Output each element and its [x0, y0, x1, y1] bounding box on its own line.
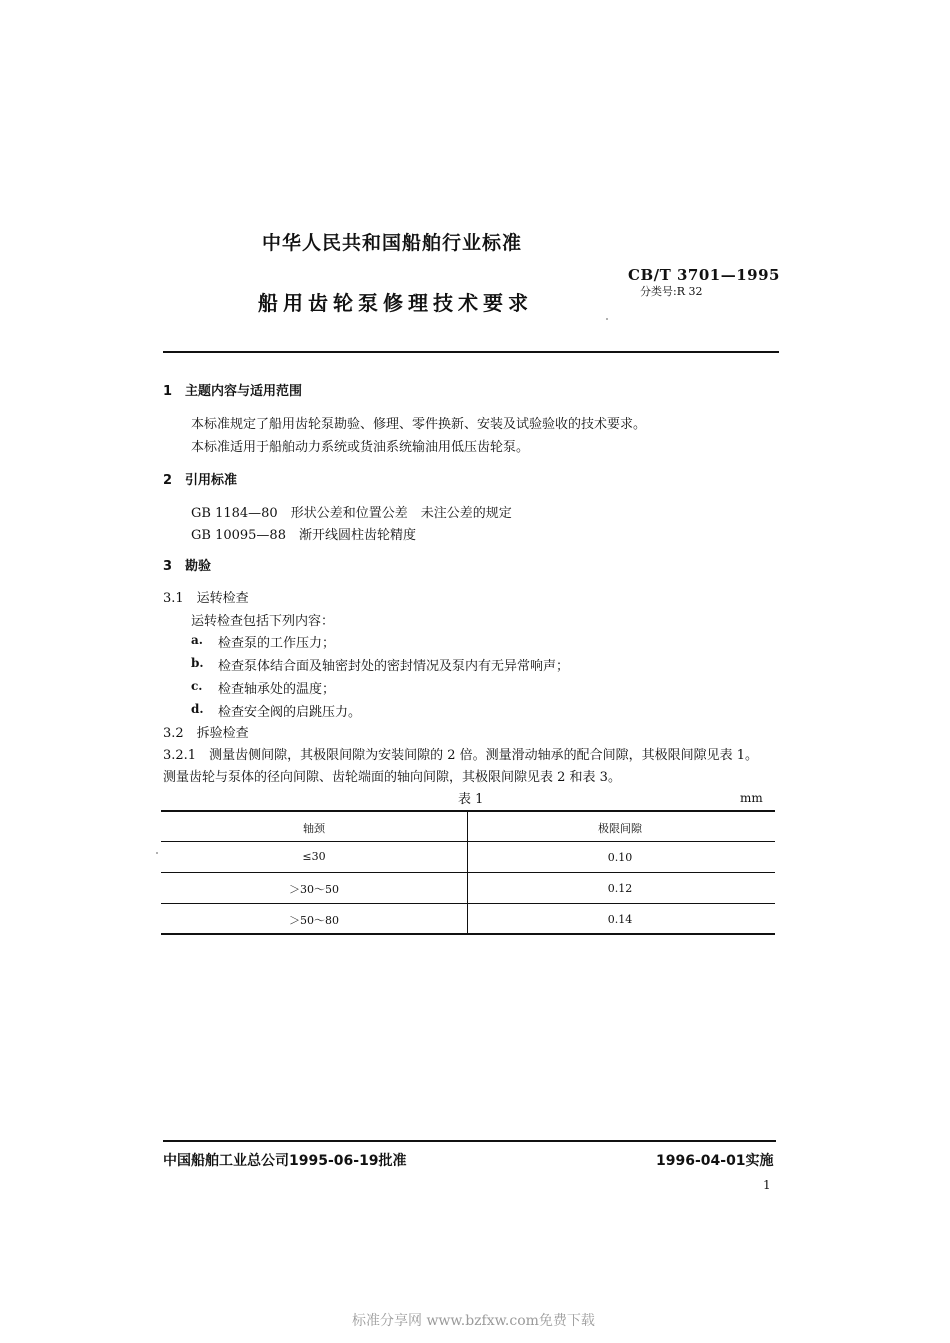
- org-title: 中华人民共和国船舶行业标准: [262, 232, 523, 254]
- limit-clearance-table: [161, 810, 775, 934]
- footer-rule: [163, 1140, 776, 1142]
- table-rule: [161, 841, 775, 842]
- section-3-1-intro: 运转检查包括下列内容：: [191, 614, 335, 629]
- scan-speck: [156, 852, 158, 854]
- section-3-2-heading: 3.2 拆验检查: [163, 726, 249, 741]
- document-title: 船用齿轮泵修理技术要求: [258, 291, 533, 315]
- page-number: 1: [763, 1178, 771, 1192]
- table-cell: 0.10: [607, 851, 633, 864]
- approval-line: 中国船舶工业总公司1995-06-19批准: [163, 1153, 407, 1169]
- list-item-label: a.: [191, 633, 203, 647]
- list-item-text: 检查泵的工作压力；: [218, 636, 336, 651]
- table-header-cell: 极限间隙: [598, 822, 642, 835]
- section-3-2-1-line-1: 3.2.1 测量齿侧间隙，其极限间隙为安装间隙的 2 倍。测量滑动轴承的配合间隙，其极限间隙见表 1。: [163, 748, 759, 763]
- section-3-2-1-line-2: 测量齿轮与泵体的径向间隙、齿轮端面的轴向间隙，其极限间隙见表 2 和表 3。: [163, 770, 621, 785]
- section-3-1-heading: 3.1 运转检查: [163, 591, 249, 606]
- table-unit: mm: [740, 791, 763, 805]
- list-item-text: 检查泵体结合面及轴密封处的密封情况及泵内有无异常响声；: [218, 659, 570, 674]
- table-rule: [161, 933, 775, 935]
- section-1-paragraph-1: 本标准规定了船用齿轮泵勘验、修理、零件换新、安装及试验验收的技术要求。: [191, 417, 647, 432]
- table-caption: 表 1: [458, 792, 484, 807]
- reference-2: GB 10095—88 渐开线圆柱齿轮精度: [191, 528, 416, 543]
- section-1-heading: 1 主题内容与适用范围: [163, 384, 303, 399]
- standard-code: CB/T 3701—1995: [628, 266, 780, 284]
- list-item-label: d.: [191, 702, 204, 716]
- section-3-heading: 3 勘验: [163, 559, 212, 574]
- table-rule: [161, 903, 775, 904]
- section-2-heading: 2 引用标准: [163, 473, 238, 488]
- table-cell: ≤30: [302, 850, 326, 863]
- reference-1: GB 1184—80 形状公差和位置公差 未注公差的规定: [191, 506, 512, 521]
- classification-number: 分类号:R 32: [640, 285, 703, 298]
- header-rule: [163, 351, 779, 353]
- scan-speck: [606, 318, 608, 320]
- table-cell: 0.14: [607, 913, 633, 926]
- section-1-paragraph-2: 本标准适用于船舶动力系统或货油系统输油用低压齿轮泵。: [191, 440, 530, 455]
- table-rule: [161, 872, 775, 873]
- list-item-label: b.: [191, 656, 204, 670]
- table-cell: ＞50～80: [289, 914, 339, 927]
- table-rule: [161, 810, 775, 812]
- table-cell: ＞30～50: [289, 883, 339, 896]
- list-item-text: 检查轴承处的温度；: [218, 682, 336, 697]
- effective-date: 1996-04-01实施: [656, 1153, 774, 1169]
- watermark-text: 标准分享网 www.bzfxw.com免费下载: [352, 1313, 595, 1329]
- table-header-cell: 轴颈: [303, 822, 325, 835]
- list-item-text: 检查安全阀的启跳压力。: [218, 705, 362, 720]
- table-cell: 0.12: [607, 882, 633, 895]
- list-item-label: c.: [191, 679, 203, 693]
